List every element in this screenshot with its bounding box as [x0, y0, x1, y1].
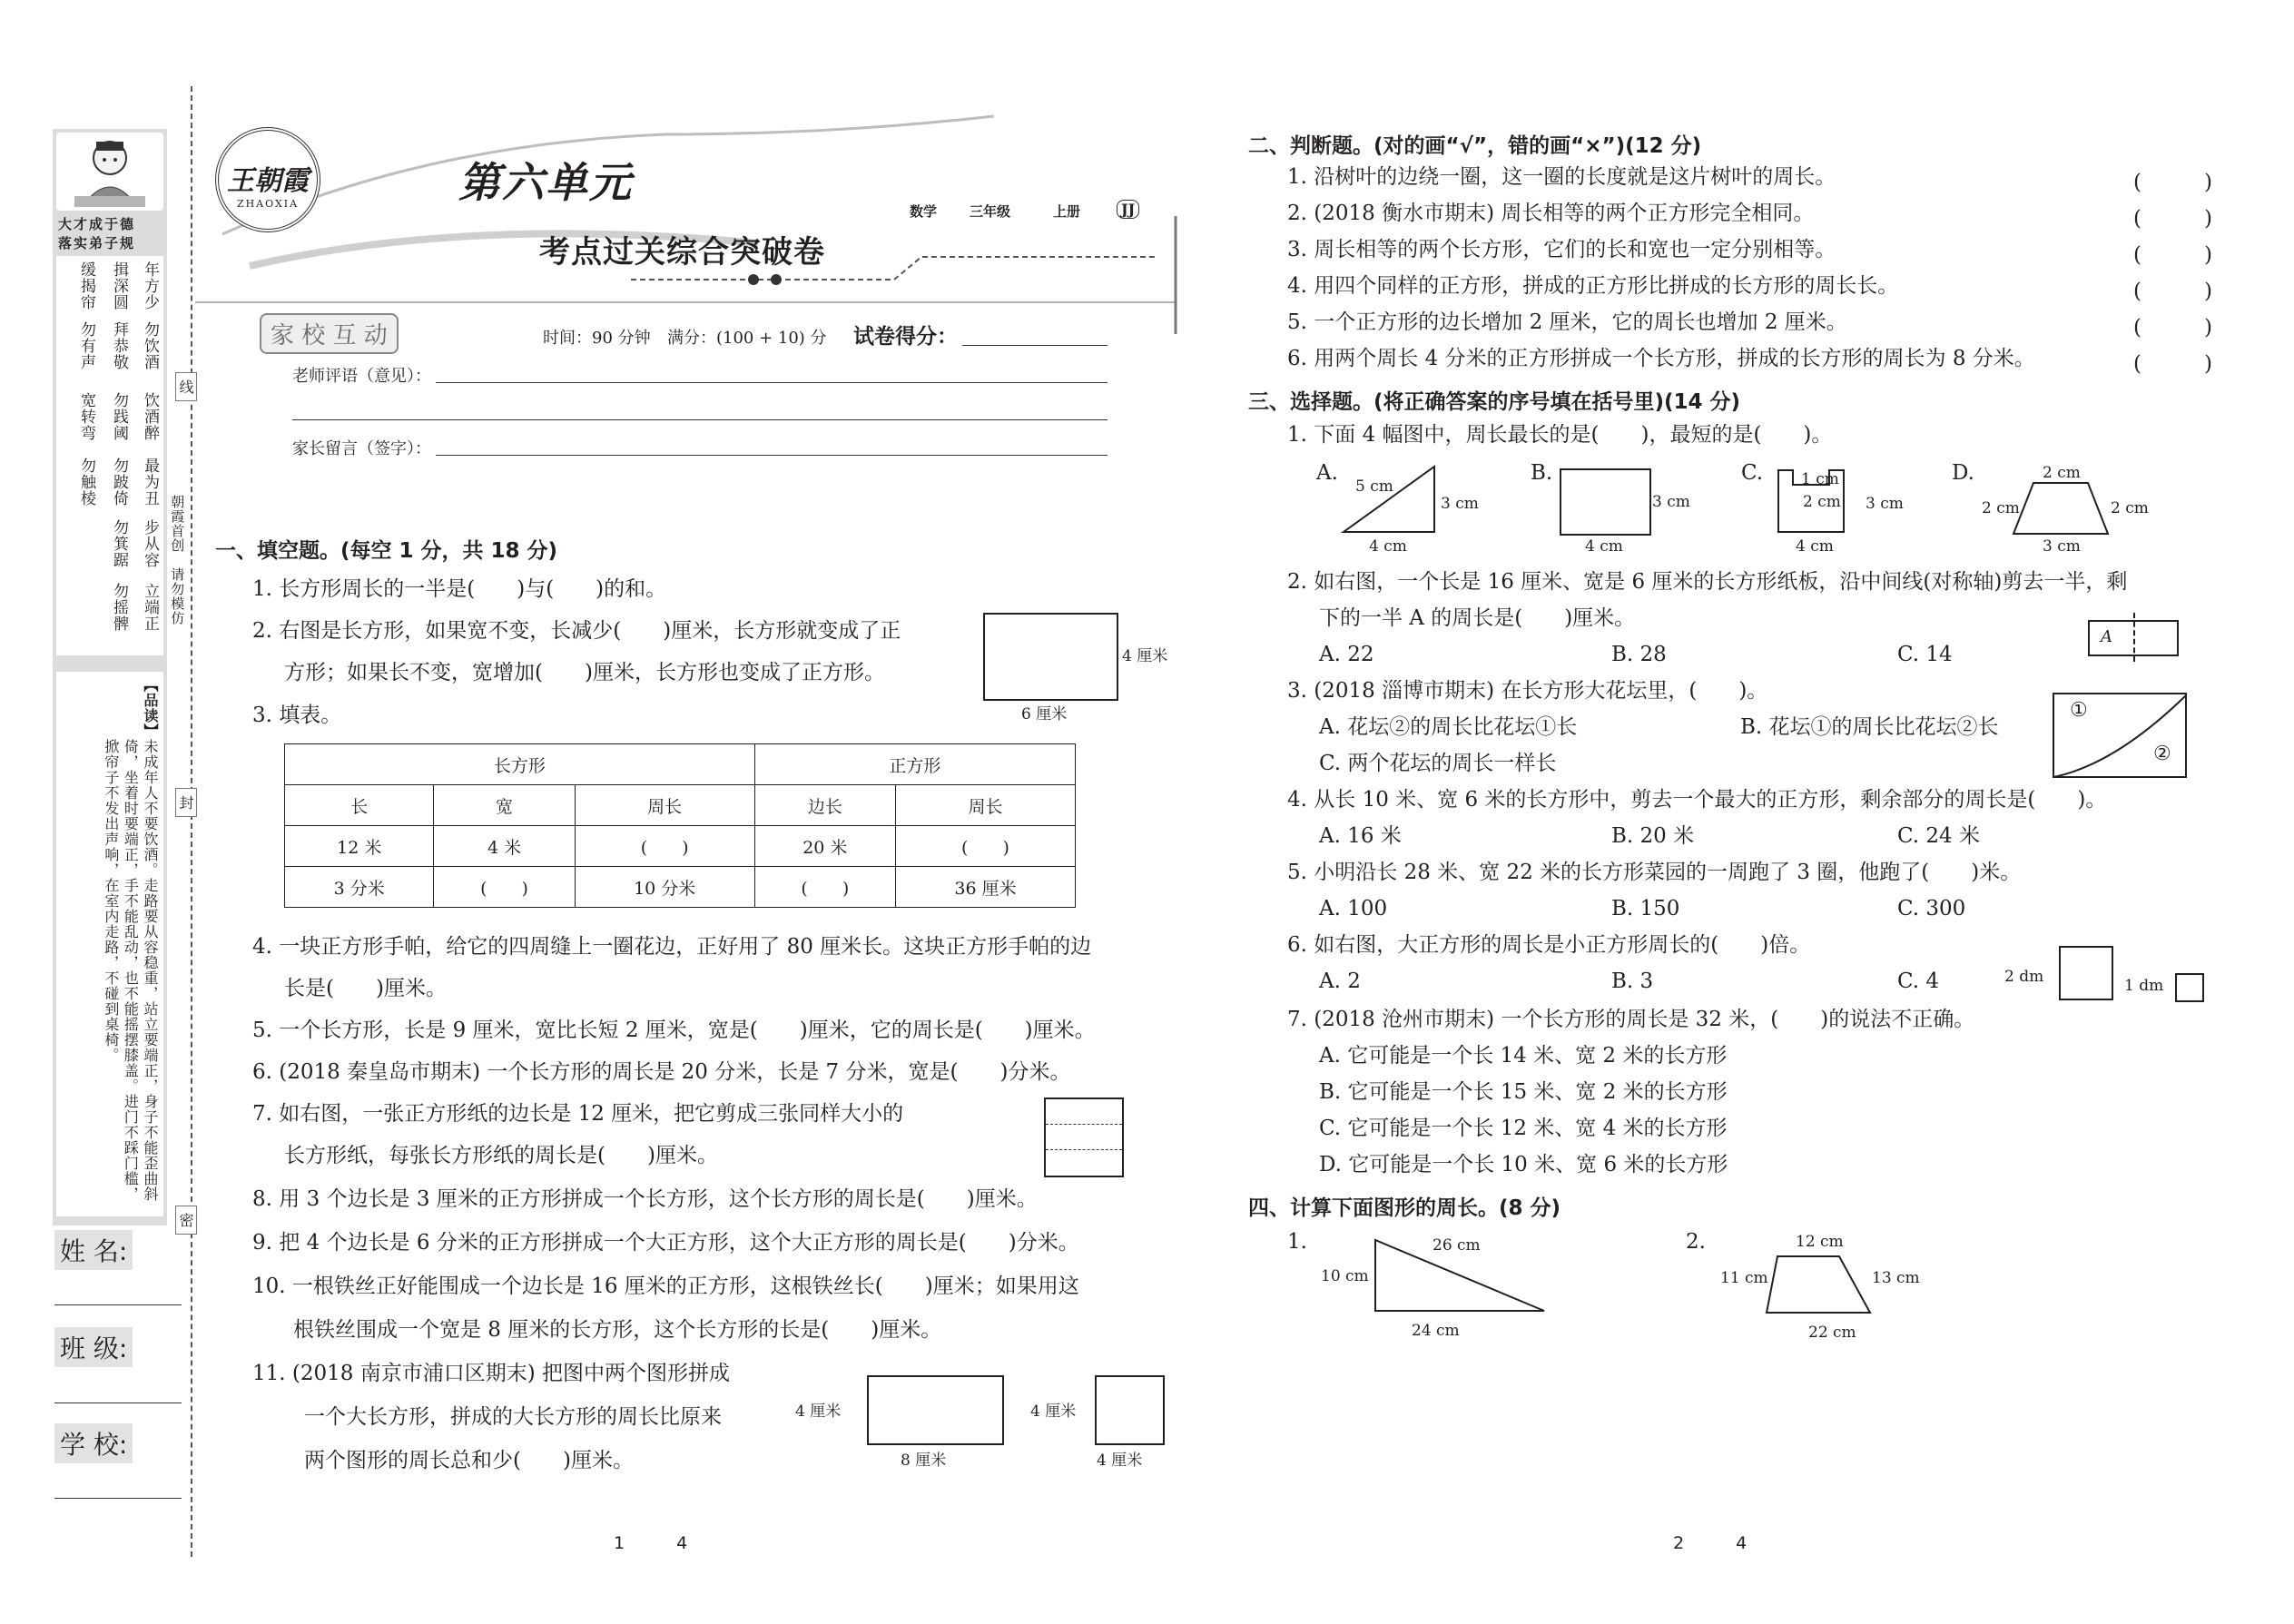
spine-verse-col: 勿触棱 [77, 458, 95, 507]
p3-q1-c-height: 3 cm [1866, 495, 1904, 513]
p4-figure-2-num: 2. [1686, 1230, 1706, 1254]
p3-q1-rectangle [1560, 468, 1651, 536]
spine-verse-col: 饮酒醉 [141, 392, 159, 441]
p1-question-8: 8. 用 3 个边长是 3 厘米的正方形拼成一个长方形，这个长方形的周长是( )厘米。 [252, 1187, 1038, 1211]
p1-question-2a: 2. 右图是长方形，如果宽不变，长减少( )厘米，长方形就变成了正 [252, 619, 901, 643]
reading-title: 【品读】 [142, 677, 159, 739]
brand-logo [215, 127, 320, 232]
table-col-perimeter: 周长 [895, 785, 1075, 826]
p3-q2-option[interactable]: A. 22 [1319, 643, 1374, 666]
table-head-rectangle: 长方形 [285, 744, 755, 785]
p3-q1-option-a: A. [1316, 461, 1338, 485]
p3-q2-fig-label: A [2101, 627, 2112, 646]
p3-question-3: 3. (2018 淄博市期末) 在长方形大花坛里，( )。 [1287, 679, 1768, 703]
p1-question-4a: 4. 一块正方形手帕，给它的四周缝上一圈花边，正好用了 80 厘米长。这块正方形手帕的边 [252, 935, 1092, 959]
p3-q6-small-label: 1 dm [2124, 977, 2164, 995]
p1-question-9: 9. 把 4 个边长是 6 分米的正方形拼成一个大正方形，这个大正方形的周长是( )分米。 [252, 1231, 1079, 1255]
p3-q1-c-inner: 2 cm [1803, 493, 1841, 511]
p2-answer-6[interactable]: ( ) [2133, 352, 2212, 376]
spine-verse-col: 勿摇髀 [110, 583, 128, 632]
p3-q2-axis [2133, 613, 2135, 662]
p3-q6-option[interactable]: A. 2 [1319, 969, 1361, 993]
table-cell: 36 厘米 [895, 867, 1075, 908]
p1-question-7b: 长方形纸，每张长方形纸的周长是( )厘米。 [284, 1144, 718, 1167]
p3-q1-d-base: 3 cm [2043, 537, 2081, 556]
score-line[interactable] [962, 345, 1108, 346]
p3-q1-option-d: D. [1952, 461, 1974, 485]
spine-verse-col: 缓揭帘 [77, 261, 95, 310]
p2-item-5: 5. 一个正方形的边长增加 2 厘米，它的周长也增加 2 厘米。 [1287, 310, 1847, 334]
table-cell: 3 分米 [285, 867, 434, 908]
p3-q2-option[interactable]: C. 14 [1897, 643, 1953, 666]
score-label: 试卷得分： [853, 325, 958, 349]
p1-fill-table [284, 743, 1076, 908]
part3-title: 三、选择题。(将正确答案的序号填在括号里)(14 分) [1248, 390, 1741, 414]
p1-question-3: 3. 填表。 [252, 704, 342, 727]
tag-grade: 三年级 [970, 203, 1011, 220]
brand-sub: ZHAOXIA [236, 198, 300, 210]
p1-q2-length-label: 6 厘米 [1021, 705, 1068, 723]
p3-q4-option[interactable]: A. 16 米 [1319, 824, 1402, 848]
parent-comment-label: 家长留言（签字）： [292, 439, 431, 458]
spine-verses [56, 256, 163, 655]
p3-q4-option[interactable]: C. 24 米 [1897, 824, 1980, 848]
table-cell: 20 米 [754, 826, 895, 867]
p3-question-6: 6. 如右图，大正方形的周长是小正方形周长的( )倍。 [1287, 933, 1811, 957]
p1-q7-square [1044, 1097, 1124, 1177]
school-label: 学 校: [54, 1423, 133, 1463]
p4-f1-base: 24 cm [1412, 1322, 1460, 1340]
mascot-image [56, 133, 163, 211]
paper-subtitle: 考点过关综合突破卷 [539, 234, 825, 271]
p3-q3-region-1: ① [2070, 699, 2088, 722]
p3-q7-option[interactable]: D. 它可能是一个长 10 米、宽 6 米的长方形 [1319, 1153, 1728, 1176]
p1-question-2b: 方形；如果长不变，宽增加( )厘米，长方形也变成了正方形。 [284, 661, 885, 684]
brand-name: 王朝霞 [227, 165, 309, 197]
table-cell: 10 分米 [575, 867, 754, 908]
spine-verse-col: 勿箕踞 [110, 519, 128, 568]
p1-q11-square-bottom-label: 4 厘米 [1097, 1452, 1143, 1470]
p2-item-2: 2. (2018 衡水市期末) 周长相等的两个正方形完全相同。 [1287, 202, 1815, 225]
name-label: 姓 名: [54, 1230, 133, 1270]
p3-q1-d-top: 2 cm [2043, 464, 2081, 482]
fold-mark: 密 [175, 1206, 197, 1235]
table-row [285, 826, 1076, 867]
table-answer-cell[interactable]: ( ) [575, 826, 754, 867]
spine-reading [56, 672, 163, 1216]
part1-title: 一、填空题。(每空 1 分，共 18 分) [215, 539, 558, 563]
p3-q5-option[interactable]: A. 100 [1319, 897, 1388, 920]
p3-q1-c-notch-width: 1 cm [1801, 470, 1839, 488]
p3-q1-b-height: 3 cm [1652, 493, 1690, 511]
table-col-side: 边长 [754, 785, 895, 826]
spine-verse-col: 年方少 [141, 261, 159, 310]
p3-q1-a-hyp: 5 cm [1355, 477, 1393, 496]
p1-q11-rect-length-label: 8 厘米 [901, 1452, 947, 1470]
p2-answer-1[interactable]: ( ) [2133, 171, 2212, 194]
p3-q3-region-2: ② [2153, 743, 2171, 765]
p1-q11-rectangle [867, 1375, 1004, 1445]
p1-q11-rect-width-label: 4 厘米 [795, 1403, 842, 1421]
teacher-comment-label: 老师评语（意见）： [292, 367, 431, 386]
p3-question-2a: 2. 如右图，一个长是 16 厘米、宽是 6 厘米的长方形纸板，沿中间线(对称轴)剪去一半，剩 [1287, 570, 2128, 594]
spine-verse-col: 宽转弯 [77, 392, 95, 441]
p3-q7-option[interactable]: A. 它可能是一个长 14 米、宽 2 米的长方形 [1319, 1044, 1728, 1068]
tag-subject: 数学 [910, 203, 938, 220]
spine-verse-col: 勿跛倚 [110, 458, 128, 507]
time-info: 时间：90 分钟 [543, 329, 651, 348]
p3-q1-c-base: 4 cm [1796, 537, 1834, 556]
p3-q5-option[interactable]: B. 150 [1611, 897, 1680, 920]
header-decor [195, 107, 1203, 334]
p2-item-3: 3. 周长相等的两个长方形，它们的长和宽也一定分别相等。 [1287, 238, 1836, 261]
name-line[interactable] [54, 1304, 182, 1305]
p1-q7-cut-line [1046, 1124, 1122, 1125]
p3-q1-a-height: 3 cm [1441, 495, 1479, 513]
page-number-right: 2 4 [1673, 1533, 1748, 1553]
p3-question-7: 7. (2018 沧州市期末) 一个长方形的周长是 32 米，( )的说法不正确。 [1287, 1008, 1975, 1031]
p4-f2-top: 12 cm [1796, 1233, 1844, 1251]
unit-title: 第六单元 [458, 158, 633, 207]
p4-f1-height: 10 cm [1321, 1267, 1369, 1285]
spine-verse-col: 揖深圆 [110, 261, 128, 310]
class-label: 班 级: [54, 1327, 133, 1367]
p3-question-2b: 下的一半 A 的周长是( )厘米。 [1319, 606, 1636, 630]
spine-motto-bottom: 落实弟子规 [58, 235, 136, 251]
p2-item-1: 1. 沿树叶的边绕一圈，这一圈的长度就是这片树叶的周长。 [1287, 165, 1836, 189]
part4-title: 四、计算下面图形的周长。(8 分) [1248, 1196, 1561, 1220]
p2-answer-2[interactable]: ( ) [2133, 207, 2212, 231]
p1-question-1: 1. 长方形周长的一半是( )与( )的和。 [252, 577, 667, 601]
table-cell: 12 米 [285, 826, 434, 867]
p2-item-4: 4. 用四个同样的正方形，拼成的正方形比拼成的长方形的周长长。 [1287, 274, 1899, 298]
teacher-comment-line-2[interactable] [292, 419, 1108, 420]
p1-question-6: 6. (2018 秦皇岛市期末) 一个长方形的周长是 20 分米，长是 7 分米，宽是( )分米。 [252, 1060, 1071, 1084]
p2-answer-3[interactable]: ( ) [2133, 243, 2212, 267]
p1-q2-rectangle [983, 613, 1118, 701]
table-answer-cell[interactable]: ( ) [754, 867, 895, 908]
p1-question-11b: 一个大长方形，拼成的大长方形的周长比原来 [304, 1405, 722, 1429]
p2-answer-5[interactable]: ( ) [2133, 316, 2212, 340]
parent-comment-line[interactable] [436, 455, 1108, 456]
page-number-left: 1 4 [614, 1533, 688, 1553]
p1-question-10b: 根铁丝围成一个宽是 8 厘米的长方形，这个长方形的长是( )厘米。 [293, 1318, 942, 1342]
spine-verse-col: 最为丑 [141, 458, 159, 507]
p3-q3-option[interactable]: C. 两个花坛的周长一样长 [1319, 752, 1557, 775]
p4-f1-hyp: 26 cm [1433, 1236, 1481, 1255]
full-score-info: 满分：(100 + 10) 分 [667, 329, 827, 348]
p3-q7-option[interactable]: B. 它可能是一个长 15 米、宽 2 米的长方形 [1319, 1080, 1728, 1104]
table-answer-cell[interactable]: ( ) [895, 826, 1075, 867]
p1-q11-square [1095, 1375, 1165, 1445]
school-line[interactable] [54, 1498, 182, 1499]
p1-q2-width-label: 4 厘米 [1122, 647, 1168, 665]
spine-verse-col: 步从容 [141, 519, 159, 568]
p3-question-1: 1. 下面 4 幅图中，周长最长的是( )，最短的是( )。 [1287, 423, 1833, 447]
p1-question-5: 5. 一个长方形，长是 9 厘米，宽比长短 2 厘米，宽是( )厘米，它的周长是( )厘米。 [252, 1019, 1096, 1042]
table-cell: 4 米 [434, 826, 575, 867]
p3-question-4: 4. 从长 10 米、宽 6 米的长方形中，剪去一个最大的正方形，剩余部分的周长是( )。 [1287, 788, 2107, 812]
p3-q6-big-label: 2 dm [2004, 968, 2044, 986]
spine-verse-col: 勿有声 [77, 321, 95, 370]
fold-mark: 线 [175, 372, 197, 401]
p3-q1-a-base: 4 cm [1369, 537, 1407, 556]
p4-f2-right: 13 cm [1872, 1269, 1920, 1287]
p3-q1-d-left: 2 cm [1982, 499, 2020, 517]
p3-q1-option-c: C. [1741, 461, 1764, 485]
p3-q4-option[interactable]: B. 20 米 [1611, 824, 1695, 848]
p3-q1-trapezoid [2006, 479, 2115, 537]
p3-q3-option[interactable]: A. 花坛②的周长比花坛①长 [1319, 715, 1578, 739]
p4-f2-base: 22 cm [1808, 1324, 1856, 1342]
p3-q6-option[interactable]: B. 3 [1611, 969, 1654, 993]
tag-edition: JJ [1117, 200, 1139, 219]
table-col-perimeter: 周长 [575, 785, 754, 826]
table-head-square: 正方形 [754, 744, 1075, 785]
p3-q6-option[interactable]: C. 4 [1897, 969, 1940, 993]
teacher-comment-line[interactable] [436, 382, 1108, 383]
fold-line [191, 86, 192, 1557]
p1-question-11c: 两个图形的周长总和少( )厘米。 [304, 1449, 634, 1472]
p3-q5-option[interactable]: C. 300 [1897, 897, 1966, 920]
p1-question-11a: 11. (2018 南京市浦口区期末) 把图中两个图形拼成 [252, 1362, 730, 1385]
table-col-width: 宽 [434, 785, 575, 826]
p3-q7-option[interactable]: C. 它可能是一个长 12 米、宽 4 米的长方形 [1319, 1117, 1728, 1140]
p1-question-4b: 长是( )厘米。 [284, 977, 447, 1000]
spine-verse-col: 立端正 [141, 583, 159, 632]
spine-verse-col: 勿践阈 [110, 392, 128, 441]
p3-q1-option-b: B. [1531, 461, 1553, 485]
p3-q1-b-base: 4 cm [1585, 537, 1623, 556]
p1-question-10a: 10. 一根铁丝正好能围成一个边长是 16 厘米的正方形，这根铁丝长( )厘米；如果用这 [252, 1275, 1079, 1298]
reading-text: 未成年人不要饮酒。走路要从容稳重，站立要端正，身子不能歪曲斜倚，坐着时要端正，手不能乱动，也不能摇摆膝盖。进门不踩门槛，掀帘子不发出声响，在室内走路，不碰到桌椅。 [102, 739, 159, 1202]
p1-question-7a: 7. 如右图，一张正方形纸的边长是 12 厘米，把它剪成三张同样大小的 [252, 1102, 904, 1126]
p3-question-5: 5. 小明沿长 28 米、宽 22 米的长方形菜园的一周跑了 3 圈，他跑了( )米。 [1287, 861, 2022, 884]
tag-volume: 上册 [1053, 203, 1081, 220]
p3-q6-small-square [2175, 973, 2204, 1002]
home-school-badge: 家 校 互 动 [260, 313, 399, 354]
spine-verse-col: 勿饮酒 [141, 321, 159, 370]
spine-verse-col: 拜恭敬 [110, 321, 128, 370]
table-col-length: 长 [285, 785, 434, 826]
spine-motto-top: 大才成于德 [58, 216, 136, 232]
p3-q1-d-right: 2 cm [2111, 499, 2149, 517]
table-row [285, 867, 1076, 908]
p3-q6-big-square [2059, 946, 2113, 1000]
p4-trapezoid [1761, 1253, 1888, 1318]
p1-q7-cut-line [1046, 1149, 1122, 1150]
p2-answer-4[interactable]: ( ) [2133, 280, 2212, 303]
p4-figure-1-num: 1. [1287, 1230, 1307, 1254]
spine-side-note: 朝霞首创 请勿模仿 [169, 495, 186, 625]
p4-f2-left: 11 cm [1720, 1269, 1768, 1287]
p2-item-6: 6. 用两个周长 4 分米的正方形拼成一个长方形，拼成的长方形的周长为 8 分米。 [1287, 347, 2035, 370]
p1-q11-square-side-label: 4 厘米 [1030, 1403, 1077, 1421]
p3-q2-figure [2088, 620, 2179, 656]
table-answer-cell[interactable]: ( ) [434, 867, 575, 908]
part2-title: 二、判断题。(对的画“√”，错的画“×”)(12 分) [1248, 134, 1702, 158]
p3-q2-option[interactable]: B. 28 [1611, 643, 1667, 666]
fold-mark: 封 [175, 788, 197, 817]
p3-q3-option[interactable]: B. 花坛①的周长比花坛②长 [1740, 715, 1999, 739]
